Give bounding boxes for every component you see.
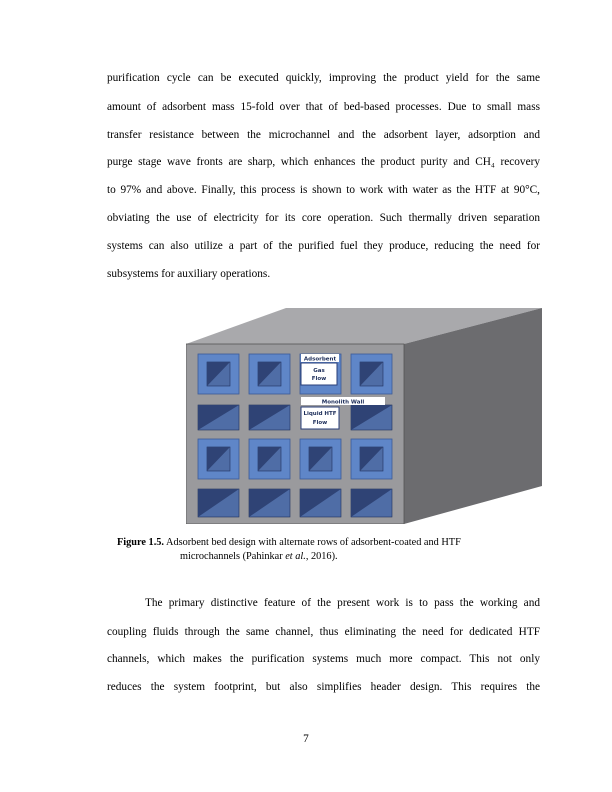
monolith-wall-label-box	[301, 397, 385, 406]
body-text-line: systems can also utilize a part of the purified fuel they produce, reducing the need for	[107, 240, 540, 252]
figure-caption-line1	[117, 536, 461, 549]
body-text-line: amount of adsorbent mass 15-fold over that of bed-based processes. Due to small mass	[107, 101, 540, 113]
gas-flow-label-box	[301, 363, 337, 385]
gas-flow-label: Gas	[313, 368, 325, 374]
body-text-line: channels, which makes the purification systems much more compact. This not only	[107, 653, 540, 665]
body-text-line: to 97% and above. Finally, this process is shown to work with water as the HTF at 90°C,	[107, 184, 540, 196]
liquid-htf-label: Flow	[312, 420, 328, 426]
monolith-wall-label: Monolith Wall	[321, 399, 365, 406]
body-text-line: obviating the use of electricity for its core operation. Such thermally driven separation	[107, 212, 540, 224]
adsorbent-label: Adsorbent	[303, 356, 337, 363]
body-text-line: subsystems for auxiliary operations.	[107, 268, 271, 280]
body-text-line: The primary distinctive feature of the present work is to pass the working and	[145, 597, 540, 609]
body-text-line: reduces the system footprint, but also simplifies header design. This requires the	[107, 681, 540, 693]
liquid-htf-label-box	[301, 407, 339, 429]
liquid-htf-label: Liquid HTF	[303, 411, 337, 417]
caption-text: Adsorbent bed design with alternate rows of adsorbent-coated and HTF	[166, 537, 461, 548]
body-text-line: purification cycle can be executed quickly, improving the product yield for the same	[107, 72, 540, 84]
caption-italic: et al.	[285, 551, 306, 562]
figure-caption-line2	[180, 550, 338, 563]
adsorbent-bed-figure	[186, 306, 542, 524]
body-text-line: coupling fluids through the same channel, thus eliminating the need for dedicated HTF	[107, 626, 540, 638]
caption-text: microchannels (Pahinkar	[180, 551, 286, 562]
page-number: 7	[303, 733, 309, 745]
figure-label: Figure 1.5.	[117, 537, 164, 548]
block-side-face	[404, 308, 542, 524]
body-text-line: transfer resistance between the microchannel and the adsorbent layer, adsorption and	[107, 129, 540, 141]
gas-flow-label: Flow	[311, 376, 327, 382]
adsorbent-label-box	[301, 354, 339, 363]
caption-text: , 2016).	[305, 551, 338, 562]
body-text-line: purge stage wave fronts are sharp, which enhances the product purity and CH₄ recovery	[107, 156, 540, 168]
